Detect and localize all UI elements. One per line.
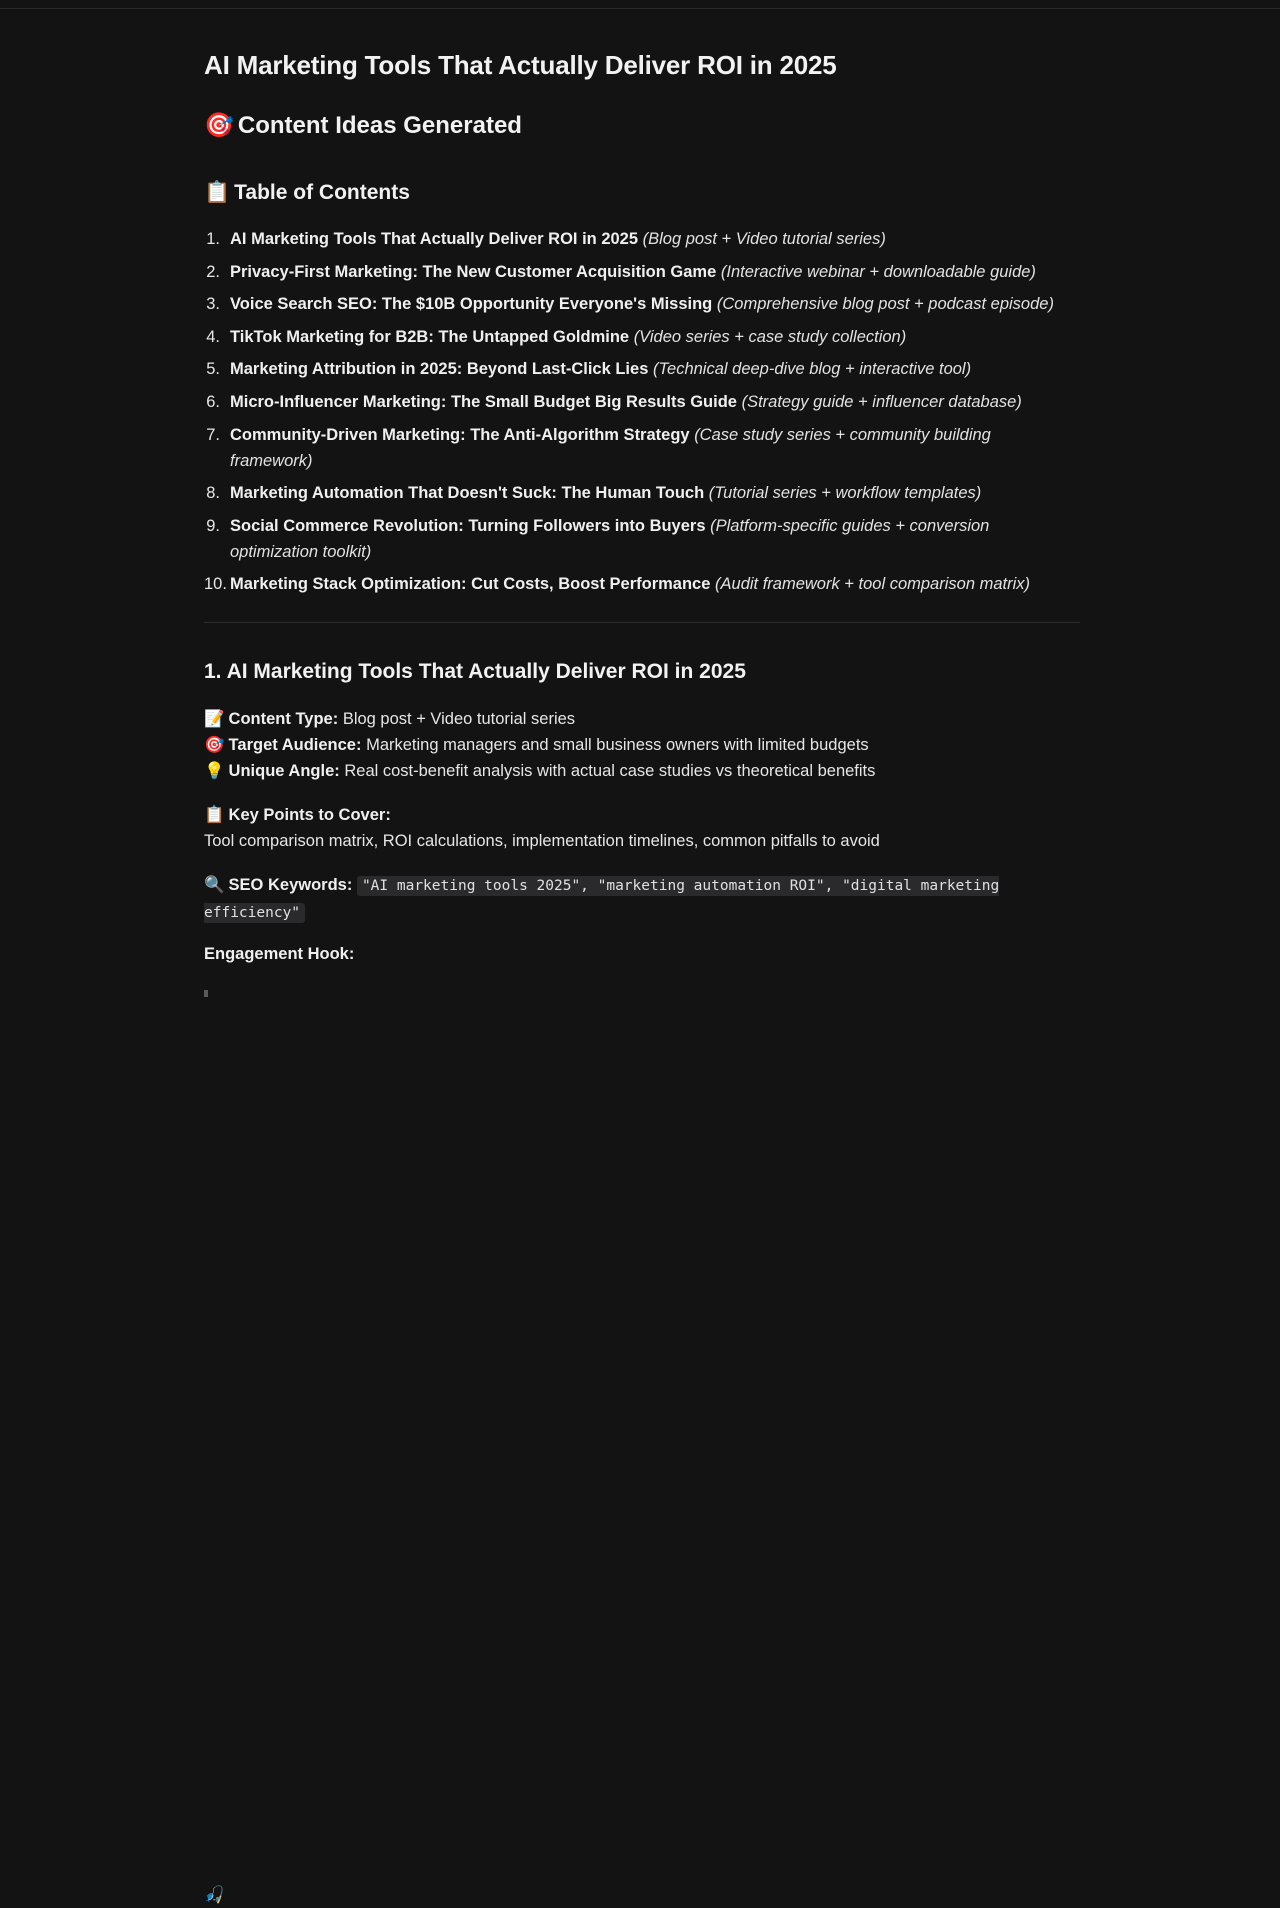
- target-audience-label: Target Audience:: [228, 736, 362, 754]
- seo-keywords-code: "AI marketing tools 2025", "marketing automation ROI", "digital marketing efficiency": [204, 878, 1000, 921]
- toc-item-format: (Tutorial series + workflow templates): [708, 484, 982, 503]
- toc-item[interactable]: [204, 291, 1074, 317]
- magnifier-icon: 🔍: [204, 875, 225, 894]
- seo-keywords-row: [204, 872, 1044, 926]
- toc-item-format: (Blog post + Video tutorial series): [642, 230, 886, 248]
- toc-item-number: 5.: [206, 360, 220, 379]
- toc-item[interactable]: [204, 324, 1074, 350]
- toc-item-title: TikTok Marketing for B2B: The Untapped Goldmine: [230, 327, 630, 346]
- target-icon: 🎯: [204, 111, 234, 139]
- toc-item[interactable]: [204, 356, 1074, 382]
- toc-heading: [204, 180, 410, 205]
- page-title: AI Marketing Tools That Actually Deliver ROI in 2025: [204, 50, 837, 80]
- toc-heading-text: Table of Contents: [234, 181, 410, 204]
- target-icon: 🎯: [204, 735, 225, 754]
- toc-item-title: Privacy-First Marketing: The New Customer Acquisition Game: [230, 262, 717, 281]
- section-title: 1. AI Marketing Tools That Actually Deliver ROI in 2025: [204, 660, 746, 683]
- key-points-label: Key Points to Cover:: [228, 806, 391, 824]
- fishing-pole-icon: 🎣: [204, 1885, 225, 1904]
- toc-item-number: 9.: [206, 516, 220, 535]
- content-ideas-heading: [204, 111, 522, 140]
- toc-item-format: (Platform-specific guides + conversion optimization toolkit): [230, 516, 990, 561]
- target-audience-value: Marketing managers and small business owners with limited budgets: [366, 736, 869, 754]
- top-bar: [0, 0, 1280, 9]
- toc-item-number: 10.: [204, 575, 227, 594]
- key-points-text: Tool comparison matrix, ROI calculations, implementation timelines, common pitfalls to avoid: [204, 832, 880, 850]
- toc-item-number: 7.: [206, 425, 220, 444]
- toc-item[interactable]: [204, 480, 1074, 506]
- memo-icon: 📝: [204, 709, 225, 728]
- toc-item[interactable]: [204, 226, 1074, 252]
- content-ideas-heading-text: Content Ideas Generated: [237, 112, 522, 139]
- toc-item-number: 3.: [206, 295, 220, 314]
- toc-item-format: (Interactive webinar + downloadable guide): [720, 262, 1036, 281]
- toc-item-title: Community-Driven Marketing: The Anti-Algorithm Strategy: [230, 425, 690, 444]
- toc-item[interactable]: [204, 259, 1074, 285]
- toc-item[interactable]: [204, 513, 1074, 565]
- toc-item-format: (Audit framework + tool comparison matrix): [715, 575, 1030, 594]
- toc-item-title: AI Marketing Tools That Actually Deliver ROI in 2025: [230, 230, 639, 248]
- toc-item-title: Voice Search SEO: The $10B Opportunity Everyone's Missing: [230, 295, 713, 314]
- toc-item-title: Marketing Stack Optimization: Cut Costs, Boost Performance: [230, 575, 711, 594]
- content-type-row: [204, 706, 575, 732]
- engagement-hook-label: Engagement Hook:: [204, 945, 355, 963]
- unique-angle-label: Unique Angle:: [228, 762, 340, 780]
- unique-angle-value: Real cost-benefit analysis with actual case studies vs theoretical benefits: [344, 762, 876, 780]
- clipboard-icon: 📋: [204, 180, 231, 204]
- table-of-contents: [204, 226, 1074, 604]
- engagement-hook-heading: [204, 941, 355, 1904]
- seo-keywords-label: SEO Keywords:: [228, 876, 353, 894]
- toc-item-title: Social Commerce Revolution: Turning Followers into Buyers: [230, 516, 706, 535]
- toc-item-title: Marketing Automation That Doesn't Suck: The Human Touch: [230, 484, 705, 503]
- toc-item-number: 2.: [206, 262, 220, 281]
- toc-item-format: (Technical deep-dive blog + interactive tool): [652, 360, 972, 379]
- toc-item[interactable]: [204, 571, 1074, 597]
- toc-item-number: 8.: [206, 484, 220, 503]
- content-type-label: Content Type:: [228, 710, 339, 728]
- content-type-value: Blog post + Video tutorial series: [342, 710, 576, 728]
- toc-item[interactable]: [204, 389, 1074, 415]
- blockquote-bar: [204, 990, 208, 997]
- toc-item-number: 6.: [206, 392, 220, 411]
- key-points-heading: [204, 802, 391, 828]
- clipboard-icon: 📋: [204, 805, 225, 824]
- target-audience-row: [204, 732, 869, 758]
- toc-item-format: (Video series + case study collection): [633, 327, 907, 346]
- toc-item-number: 4.: [206, 327, 220, 346]
- toc-item-number: 1.: [206, 230, 220, 248]
- lightbulb-icon: 💡: [204, 761, 225, 780]
- toc-item[interactable]: [204, 422, 1074, 474]
- toc-item-format: (Strategy guide + influencer database): [741, 392, 1022, 411]
- toc-item-title: Marketing Attribution in 2025: Beyond Last-Click Lies: [230, 360, 649, 379]
- toc-item-format: (Comprehensive blog post + podcast episode): [716, 295, 1054, 314]
- toc-item-title: Micro-Influencer Marketing: The Small Budget Big Results Guide: [230, 392, 737, 411]
- unique-angle-row: [204, 758, 875, 784]
- toc-item-format: (Case study series + community building framework): [230, 425, 991, 470]
- divider: [204, 622, 1080, 623]
